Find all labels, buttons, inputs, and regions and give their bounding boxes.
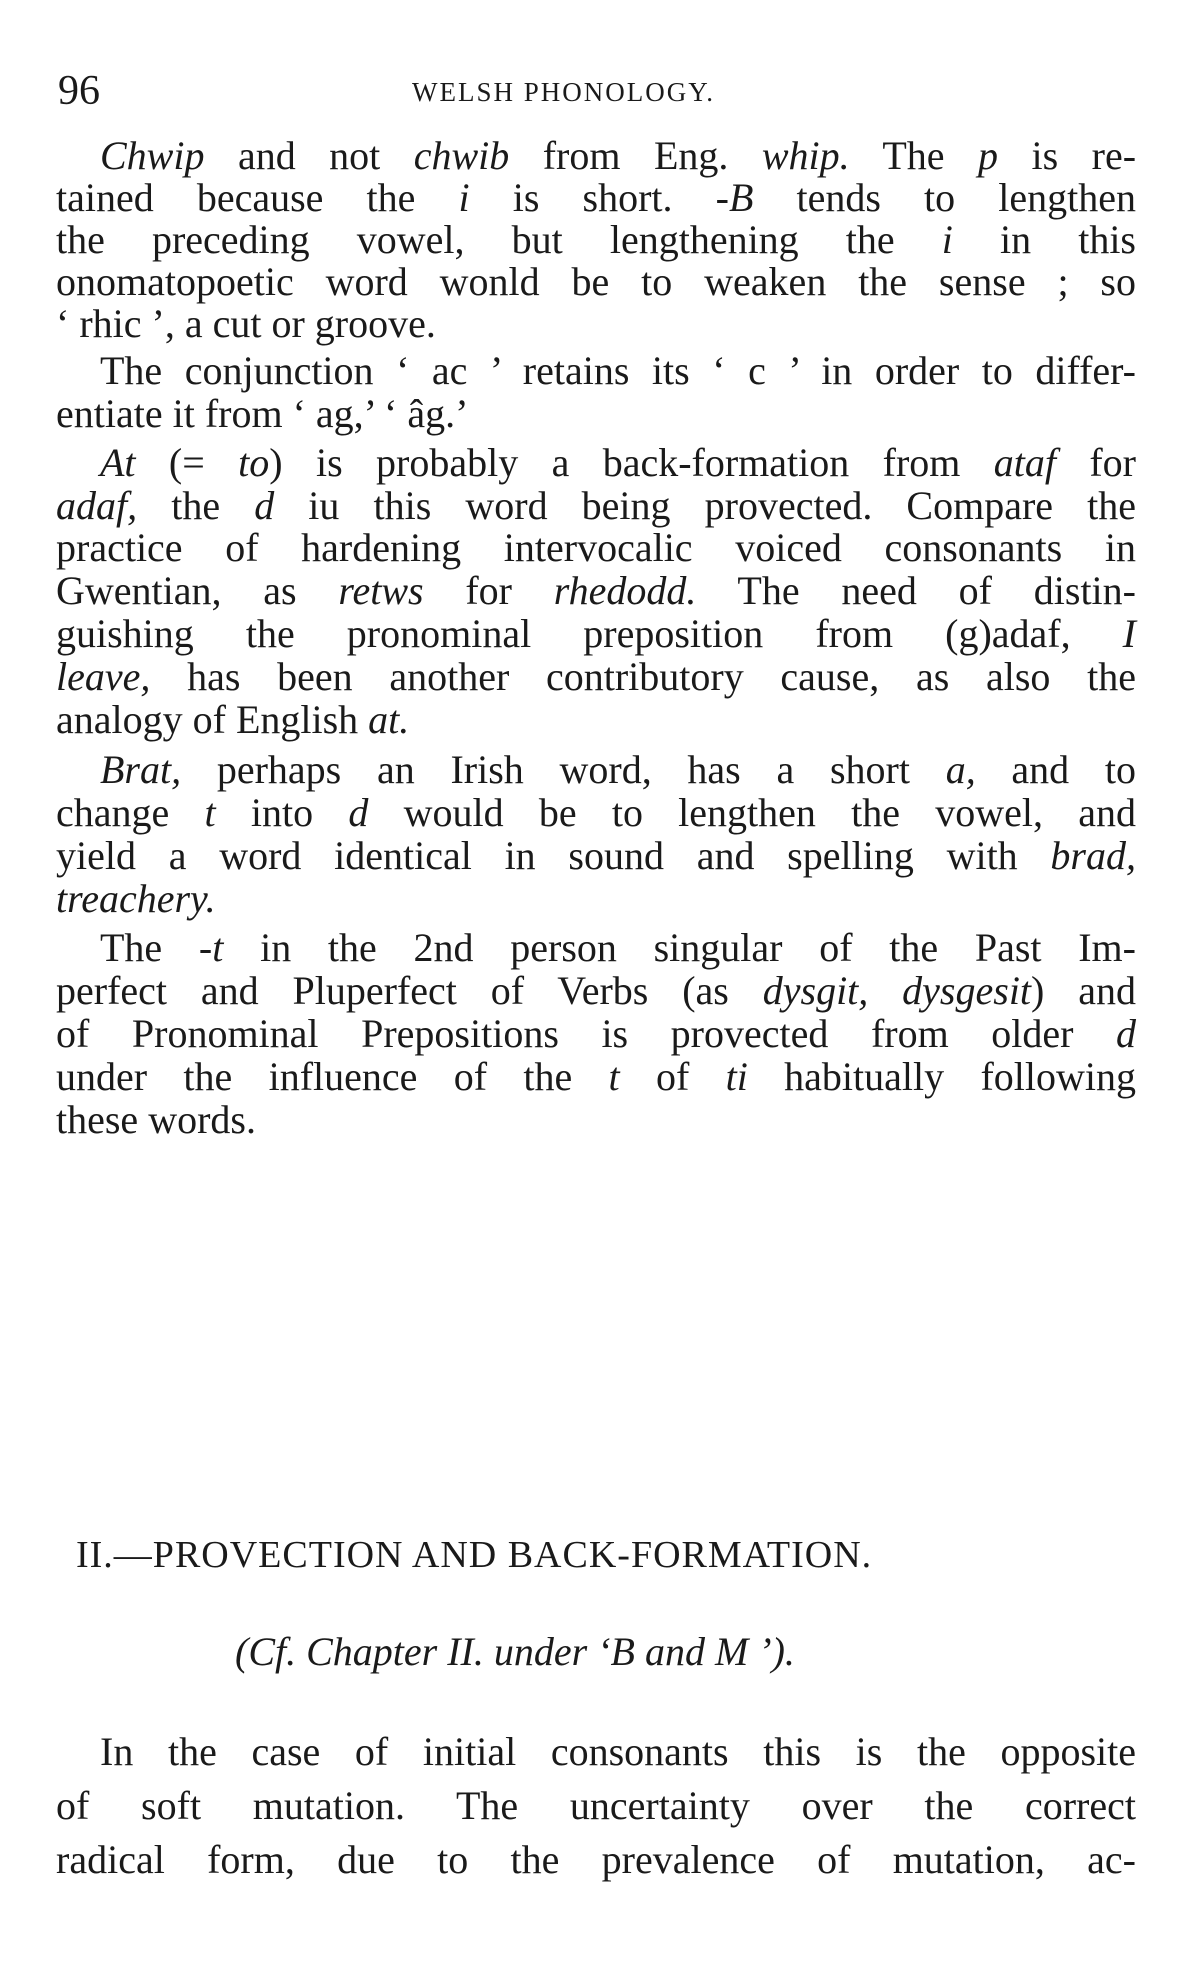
text-span: The need of distin- (696, 568, 1136, 613)
text-span: tends to lengthen (753, 175, 1137, 220)
page-number: 96 (58, 68, 100, 114)
text-span: from Eng. (509, 133, 762, 178)
italic-word: B (728, 175, 754, 220)
italic-word: rhedodd. (553, 568, 697, 613)
text-line: entiate it from ‘ ag,’ ‘ âg.’ (56, 391, 469, 436)
text-line: radical form, due to the prevalence of mutation, ac- (56, 1837, 1136, 1882)
text-line: of soft mutation. The uncertainty over the correct (56, 1783, 1136, 1828)
text-span: for (1056, 440, 1137, 485)
italic-word: At (100, 440, 136, 485)
text-span: guishing the pronominal preposition from (g)adaf, (56, 611, 1123, 656)
text-span: in the 2nd person singular of the Past Im- (223, 925, 1136, 970)
italic-word: ti (725, 1054, 748, 1099)
text-span: perfect and Pluperfect of Verbs (as (56, 968, 763, 1013)
italic-word: t (212, 925, 224, 970)
italic-word: chwib (413, 133, 510, 178)
italic-word: a, (945, 747, 976, 792)
text-span: ) and (1031, 968, 1136, 1013)
text-line (56, 694, 1136, 746)
text-line: The conjunction ‘ ac ’ retains its ‘ c ’ in order to differ- (100, 348, 1136, 393)
text-line (56, 873, 1136, 925)
text-span: in this (952, 217, 1136, 262)
text-span: and to (975, 747, 1137, 792)
text-span: The (849, 133, 979, 178)
italic-word: dysgit, dysgesit (762, 968, 1032, 1013)
text-span: of Pronominal Prepositions is provected from older (56, 1011, 1116, 1056)
italic-word: leave, (56, 654, 151, 699)
text-span: ) is probably a back-formation from (269, 440, 994, 485)
italic-word: p (978, 133, 999, 178)
italic-word: t (204, 790, 216, 835)
text-span: tained because the (56, 175, 459, 220)
italic-word: i (458, 175, 470, 220)
text-span: analogy of English (56, 697, 369, 742)
italic-word: d (254, 483, 275, 528)
text-line: ‘ rhic ’, a cut or groove. (56, 301, 436, 346)
text-span: Gwentian, as (56, 568, 339, 613)
italic-word: Chwip (100, 133, 205, 178)
text-line: practice of hardening intervocalic voiced consonants in (56, 525, 1136, 570)
text-span: habitually following (747, 1054, 1137, 1099)
text-span: the (137, 483, 255, 528)
italic-word: adaf, (56, 483, 138, 528)
text-span: change (56, 790, 205, 835)
running-head (52, 66, 1132, 116)
italic-word: at. (368, 697, 410, 742)
italic-word: whip. (761, 133, 850, 178)
italic-word: i (941, 217, 953, 262)
italic-word: d (1116, 1011, 1136, 1056)
section-subheading: (Cf. Chapter II. under ‘B and M ’). (235, 1629, 795, 1674)
text-span: has been another contributory cause, as also the (150, 654, 1136, 699)
text-span: is re- (998, 133, 1137, 178)
text-line: onomatopoetic word wonld be to weaken the sense ; so (56, 259, 1136, 304)
text-span: yield a word identical in sound and spelling with (56, 833, 1051, 878)
text-span: into (215, 790, 349, 835)
italic-word: t (608, 1054, 620, 1099)
italic-word: treachery. (56, 876, 216, 921)
text-span: and not (204, 133, 414, 178)
text-span: The - (100, 925, 213, 970)
section-heading: II.—PROVECTION AND BACK-FORMATION. (76, 1534, 873, 1576)
text-span: perhaps an Irish word, has a short (181, 747, 946, 792)
text-line: these words. (56, 1097, 256, 1142)
text-span: the preceding vowel, but lengthening the (56, 217, 942, 262)
italic-word: d (348, 790, 369, 835)
text-span: under the influence of the (56, 1054, 609, 1099)
running-title: WELSH PHONOLOGY. (412, 77, 716, 107)
text-span: of (619, 1054, 726, 1099)
text-span: for (423, 568, 554, 613)
text-span: would be to lengthen the vowel, and (368, 790, 1137, 835)
italic-word: ataf (993, 440, 1056, 485)
italic-word: Brat, (100, 747, 182, 792)
text-line: In the case of initial consonants this is the opposite (100, 1729, 1136, 1774)
text-span: (= (135, 440, 239, 485)
italic-word: to (238, 440, 270, 485)
text-span: iu this word being provected. Compare the (274, 483, 1136, 528)
italic-word: I (1122, 611, 1136, 656)
italic-word: brad, (1050, 833, 1136, 878)
italic-word: retws (338, 568, 424, 613)
text-span: is short. - (469, 175, 729, 220)
